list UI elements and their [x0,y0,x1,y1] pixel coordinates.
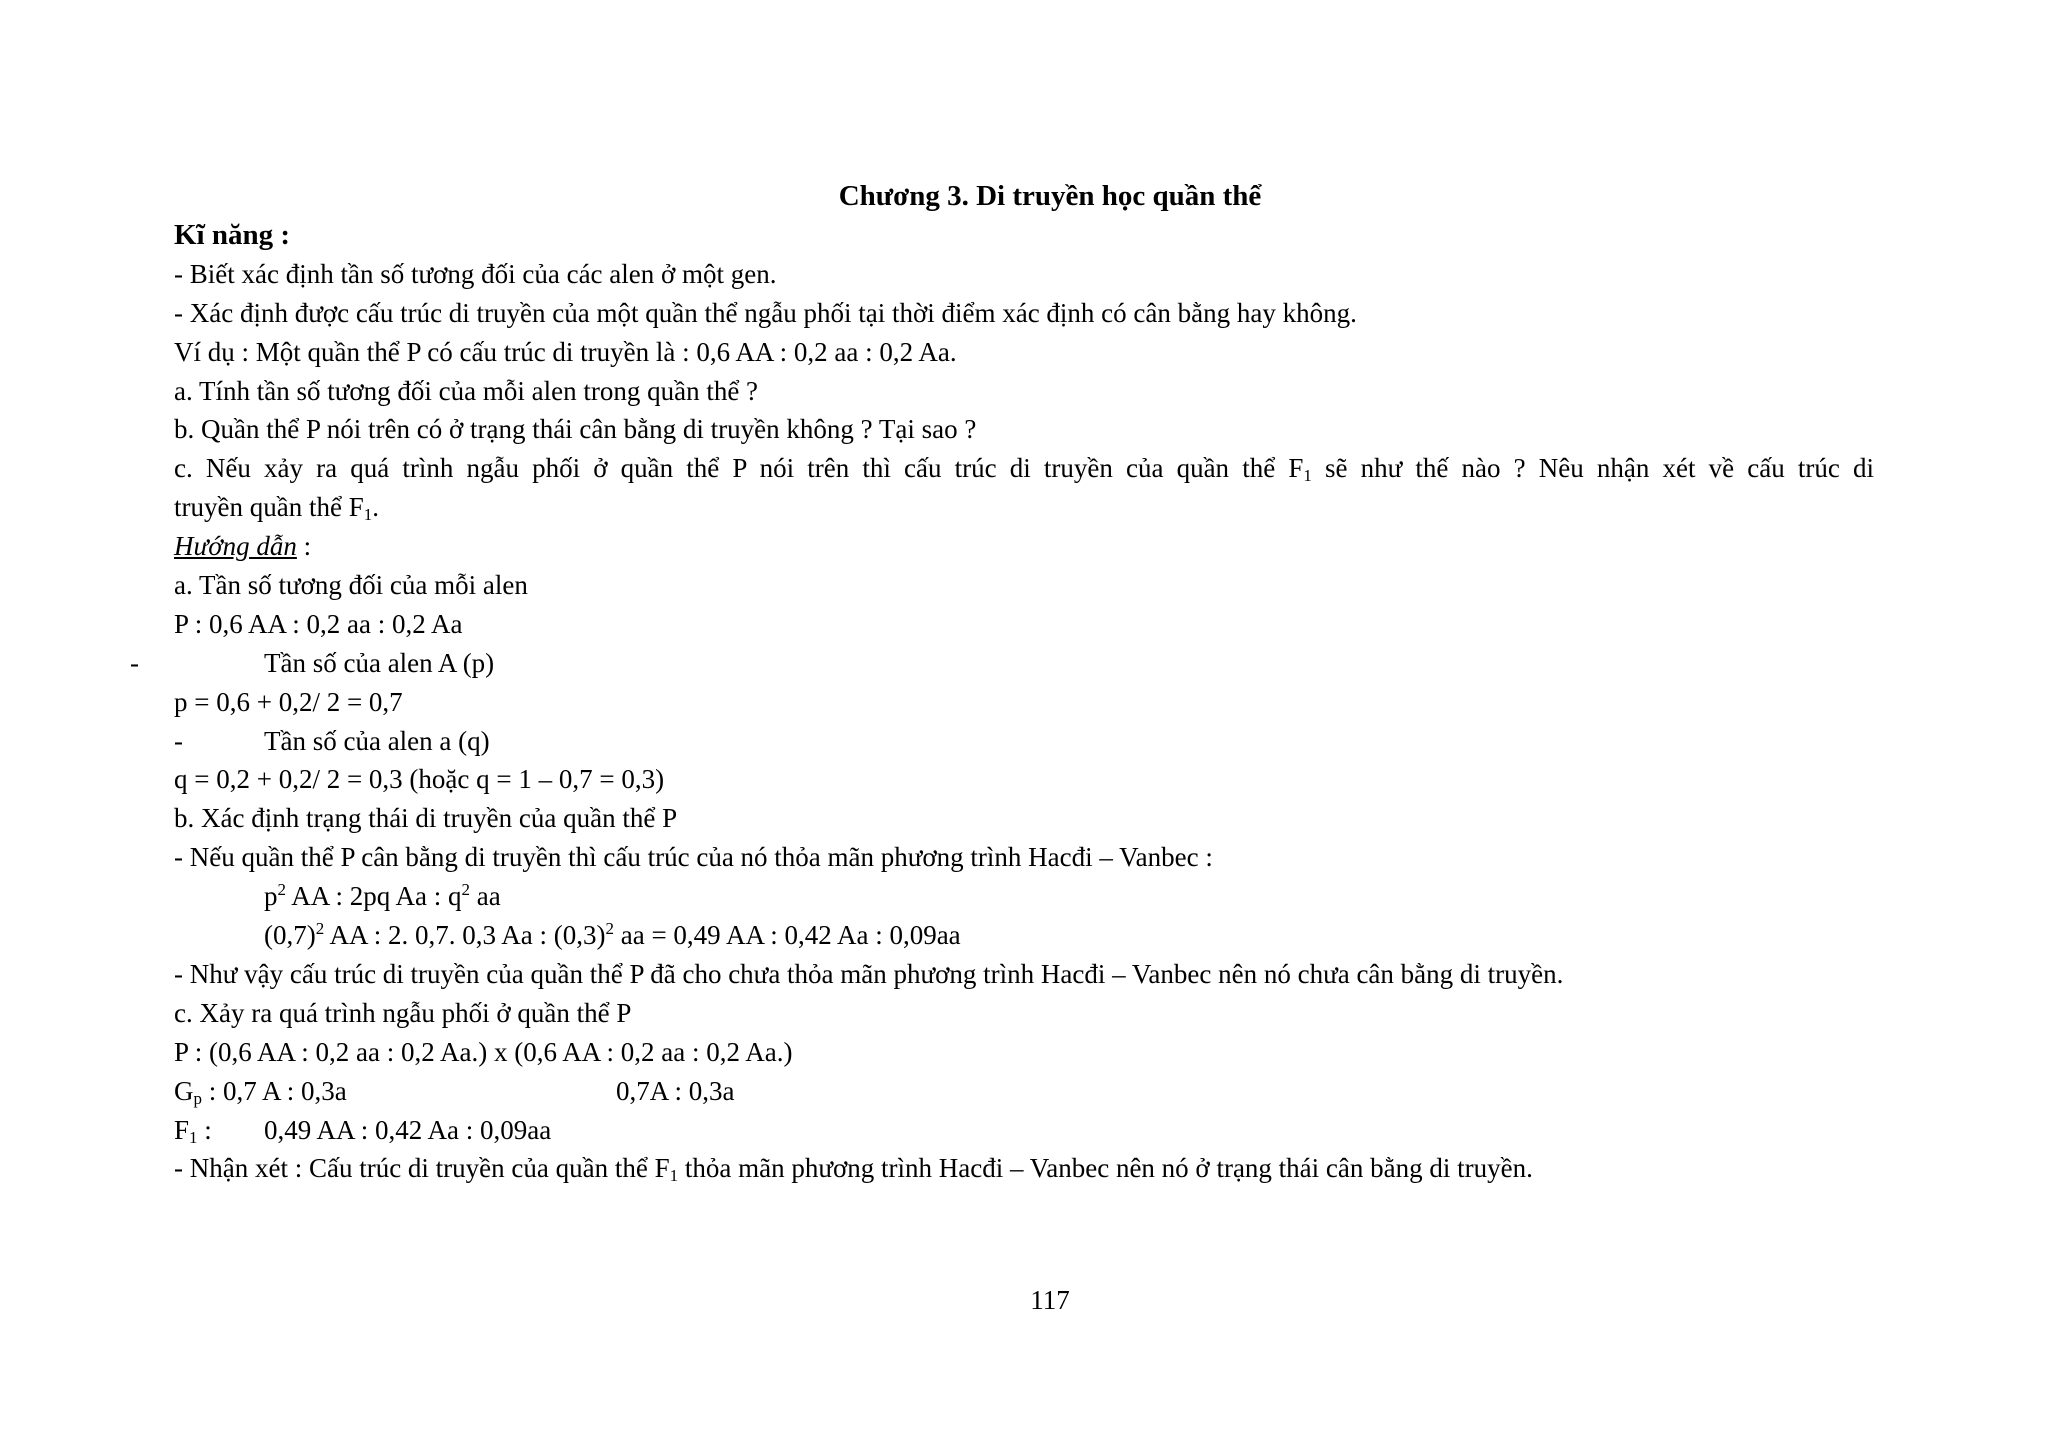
formula-values: $(0,7)^2$ AA : 2. 0,7. 0,3 Aa : $(0,3)^2$ aa = 0,49 AA : 0,42 Aa : 0,09aa [264,919,961,951]
guide-b-heading: b. Xác định trạng thái di truyền của quần thể P [174,803,678,834]
freq-a-label: - Tần số của alen a (q) [174,725,490,756]
chapter-title: Chương 3. Di truyền học quần thể [838,180,1262,212]
f1-line: $F_1$ : 0,49 AA : 0,42 Aa : 0,09aa [174,1114,552,1147]
document-body [130,216,1874,1188]
question-a: a. Tính tần số tương đối của mỗi alen trong quần thể ? [174,375,759,406]
question-b: b. Quần thể P nói trên có ở trạng thái cân bằng di truyền không ? Tại sao ? [174,414,977,445]
gametes-line: $G_p$ : 0,7 A : 0,3a 0,7A : 0,3a [174,1075,735,1108]
skills-heading: Kĩ năng : [174,219,291,251]
cross-line: P : (0,6 AA : 0,2 aa : 0,2 Aa.) x (0,6 AA : 0,2 aa : 0,2 Aa.) [174,1036,793,1067]
freq-A-label: - Tần số của alen A (p) [130,647,495,678]
guide-c-heading: c. Xảy ra quá trình ngẫu phối ở quần thể P [174,997,632,1028]
guide-label: Hướng dẫn : [174,531,312,562]
freq-A-calc: p = 0,6 + 0,2/ 2 = 0,7 [174,686,403,717]
freq-a-calc: q = 0,2 + 0,2/ 2 = 0,3 (hoặc q = 1 – 0,7 = 0,3) [174,764,665,795]
skill-item: - Biết xác định tần số tương đối của các alen ở một gen. [174,258,777,289]
skill-item: - Xác định được cấu trúc di truyền của một quần thể ngẫu phối tại thời điểm xác định có cân bằng hay không. [174,297,1357,328]
guide-a-heading: a. Tần số tương đối của mỗi alen [174,570,528,601]
question-c-line2: truyền quần thể $F_1$. [174,492,379,525]
b-conclusion: - Như vậy cấu trúc di truyền của quần thể P đã cho chưa thỏa mãn phương trình Hacđi – Vanbec nên nó chưa cân bằng di truyền. [174,958,1564,989]
p-structure: P : 0,6 AA : 0,2 aa : 0,2 Aa [174,608,463,639]
hardy-weinberg-condition: - Nếu quần thể P cân bằng di truyền thì cấu trúc của nó thỏa mãn phương trình Hacđi – Vanbec : [174,842,1213,873]
page-number: 117 [1030,1285,1070,1315]
example-intro: Ví dụ : Một quần thể P có cấu trúc di truyền là : 0,6 AA : 0,2 aa : 0,2 Aa. [174,336,957,367]
hardy-weinberg-formula: $p^2$ AA : 2pq Aa : $q^2$ aa [264,880,501,912]
remark-line: - Nhận xét : Cấu trúc di truyền của quần thể $F_1$ thỏa mãn phương trình Hacđi – Vanbec nên nó ở trạng thái cân bằng di truyền. [174,1153,1533,1186]
question-c-line1: c. Nếu xảy ra quá trình ngẫu phối ở quần thể P nói trên thì cấu trúc di truyền của quần thể $F_1$ sẽ như thế nào ? Nêu nhận xét về cấu trúc di [174,453,1874,486]
